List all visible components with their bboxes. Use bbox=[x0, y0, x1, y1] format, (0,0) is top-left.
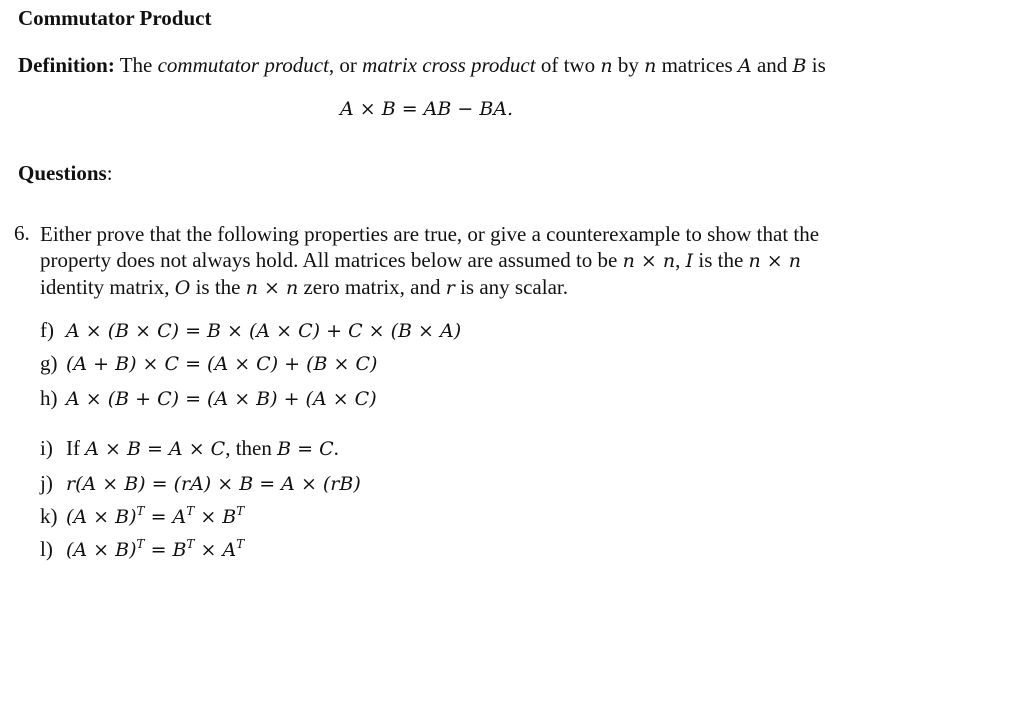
item-label: k) bbox=[40, 504, 58, 528]
property-item-k bbox=[40, 504, 244, 529]
definition-paragraph bbox=[18, 53, 826, 78]
property-item-j bbox=[40, 471, 361, 496]
math-o: O bbox=[174, 277, 191, 299]
questions-colon: : bbox=[106, 161, 113, 185]
questions-heading-text: Questions bbox=[18, 161, 107, 185]
definition-text: , or bbox=[328, 53, 363, 77]
question-text-fragment: , bbox=[675, 248, 686, 272]
display-equation: A × B = AB − BA. bbox=[340, 98, 514, 120]
math-part: × A bbox=[194, 539, 237, 561]
question-text-fragment: is any scalar. bbox=[454, 275, 568, 299]
property-item-g bbox=[40, 351, 377, 376]
item-math: A × (B + C) = (A × B) + (A × C) bbox=[66, 388, 377, 410]
definition-text: is bbox=[806, 53, 826, 77]
item-label: i) bbox=[40, 436, 53, 460]
math-n-by-n: n × n bbox=[748, 250, 802, 272]
property-item-l bbox=[40, 537, 244, 562]
question-line: Either prove that the following properties are true, or give a counterexample to show that the bbox=[40, 222, 820, 246]
definition-label: Definition: bbox=[18, 53, 115, 77]
questions-heading bbox=[18, 161, 113, 186]
item-math bbox=[66, 539, 244, 561]
math-b: B bbox=[792, 55, 807, 77]
item-label: j) bbox=[40, 471, 53, 495]
superscript-t: T bbox=[236, 504, 245, 518]
item-math: r(A × B) = (rA) × B = A × (rB) bbox=[66, 473, 361, 495]
question-text-fragment: is the bbox=[190, 275, 246, 299]
item-text: If bbox=[66, 436, 86, 460]
item-text: . bbox=[333, 436, 339, 460]
math-i: I bbox=[685, 250, 694, 272]
math-part: × B bbox=[194, 506, 237, 528]
term-commutator-product: commutator product bbox=[157, 53, 329, 77]
question-text-fragment: is the bbox=[693, 248, 749, 272]
item-label: h) bbox=[40, 386, 58, 410]
item-math bbox=[66, 506, 244, 528]
math-a: A bbox=[737, 55, 752, 77]
math-part: (A × B) bbox=[66, 506, 137, 528]
property-item-i bbox=[40, 436, 339, 461]
superscript-t: T bbox=[136, 537, 145, 551]
question-line: identity matrix, bbox=[40, 275, 175, 299]
definition-text: matrices bbox=[656, 53, 738, 77]
property-item-h bbox=[40, 386, 377, 411]
definition-text: The bbox=[114, 53, 158, 77]
math-part: = B bbox=[144, 539, 187, 561]
math-n-by-n: n × n bbox=[622, 250, 676, 272]
definition-text: and bbox=[751, 53, 793, 77]
math-r: r bbox=[445, 277, 455, 299]
definition-text: of two bbox=[535, 53, 601, 77]
property-item-f bbox=[40, 318, 461, 343]
math-n: n bbox=[600, 55, 613, 77]
math-n-by-n: n × n bbox=[245, 277, 299, 299]
question-number: 6. bbox=[14, 221, 30, 245]
definition-text: by bbox=[612, 53, 645, 77]
math-n: n bbox=[644, 55, 657, 77]
math-part: (A × B) bbox=[66, 539, 137, 561]
question-line: property does not always hold. All matrices below are assumed to be bbox=[40, 248, 623, 272]
math-part: = A bbox=[144, 506, 187, 528]
item-label: f) bbox=[40, 318, 54, 342]
item-label: g) bbox=[40, 351, 58, 375]
question-text-fragment: zero matrix, and bbox=[298, 275, 446, 299]
superscript-t: T bbox=[136, 504, 145, 518]
question-text bbox=[40, 221, 840, 301]
superscript-t: T bbox=[186, 504, 195, 518]
item-math: B = C bbox=[277, 438, 334, 460]
item-text: , then bbox=[225, 436, 278, 460]
item-math: A × (B × C) = B × (A × C) + C × (B × A) bbox=[66, 320, 462, 342]
item-math: (A + B) × C = (A × C) + (B × C) bbox=[66, 353, 378, 375]
term-matrix-cross-product: matrix cross product bbox=[362, 53, 536, 77]
page-title: Commutator Product bbox=[18, 6, 212, 30]
item-math: A × B = A × C bbox=[85, 438, 226, 460]
superscript-t: T bbox=[236, 537, 245, 551]
superscript-t: T bbox=[186, 537, 195, 551]
item-label: l) bbox=[40, 537, 53, 561]
